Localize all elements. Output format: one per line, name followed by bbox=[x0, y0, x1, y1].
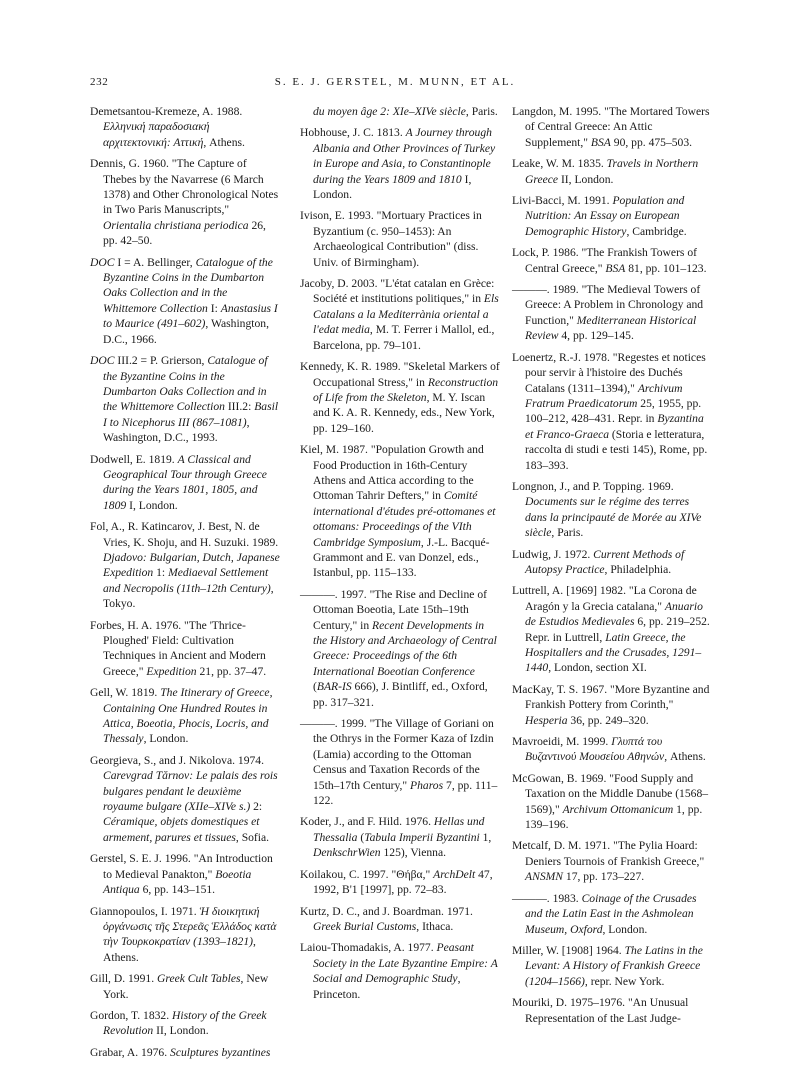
bibliography-entry bbox=[90, 156, 280, 248]
entry-title-italic: History of the Greek Revolution bbox=[103, 1008, 267, 1038]
entry-title-italic: Céramique, objets domestiques et armement, parures et tissues bbox=[103, 815, 260, 844]
entry-text: ———. 1997. "The Rise and Decline of Ottoman Boeotia, Late 15th–19th Century," in bbox=[300, 587, 487, 632]
entry-text: Dennis, G. 1960. "The Capture of Thebes by the Navarrese (6 March 1378) and Other Chronological Notes in Two Paris Manuscripts," bbox=[90, 157, 279, 217]
entry-text: Miller, W. [1908] 1964. bbox=[512, 943, 625, 957]
entry-title-italic: Pharos bbox=[410, 778, 444, 792]
bibliography-entry bbox=[300, 940, 500, 1002]
bibliography-entry bbox=[512, 682, 712, 728]
entry-title-italic: Current Methods of Autopsy Practice bbox=[525, 547, 685, 576]
entry-text: Laiou-Thomadakis, A. 1977. bbox=[300, 941, 437, 955]
entry-title-italic: Byzantina et Franco-Graeca bbox=[525, 412, 704, 441]
entry-title-italic: Archivum Fratrum Praedicatorum bbox=[525, 381, 683, 410]
entry-title-italic: Sculptures byzantines bbox=[170, 1045, 271, 1059]
entry-text: 47, 1992, B'1 [1997], pp. 72–83. bbox=[313, 867, 493, 897]
bibliography-entry bbox=[300, 359, 500, 436]
entry-text: 6, pp. 219–252. Repr. in Luttrell, bbox=[525, 615, 710, 644]
entry-text: Grabar, A. 1976. bbox=[90, 1045, 171, 1059]
entry-text: , Tokyo. bbox=[103, 581, 274, 611]
bibliography-entry bbox=[300, 867, 500, 898]
bibliography-entry bbox=[512, 156, 712, 187]
entry-text: 1, pp. 139–196. bbox=[525, 802, 703, 832]
entry-text: Gell, W. 1819. bbox=[90, 686, 161, 700]
entry-title-italic: Peasant Society in the Late Byzantine Empire: A Social and Demographic Study bbox=[313, 941, 498, 986]
entry-title-italic: Coinage of the Crusades and the Latin East in the Ashmolean Museum, Oxford bbox=[525, 891, 697, 936]
entry-text: Longnon, J., and P. Topping. 1969. bbox=[512, 479, 674, 493]
entry-text: Fol, A., R. Katincarov, J. Best, N. de Vries, K. Shoju, and H. Suzuki. 1989. bbox=[90, 520, 279, 549]
entry-text: , Sofia. bbox=[235, 830, 270, 844]
entry-text: , London. bbox=[602, 922, 648, 936]
entry-text: Metcalf, D. M. 1971. "The Pylia Hoard: Deniers Tournois of Frankish Greece," bbox=[512, 839, 705, 868]
entry-title-italic: Archivum Ottomanicum bbox=[562, 802, 674, 816]
entry-title-italic: Ἡ διοικητική ὀργάνωσις τῆς Στερεᾶς Ἑλλάδος κατὰ τὴν Τουρκοκρατίαν (1393–1821) bbox=[103, 904, 277, 949]
entry-text: 90, pp. 475–503. bbox=[610, 135, 693, 149]
bibliography-entry bbox=[90, 971, 280, 1002]
bibliography-entry bbox=[300, 276, 500, 353]
entry-text: 7, pp. 111–122. bbox=[313, 778, 498, 808]
entry-text: , Paris. bbox=[551, 526, 584, 540]
entry-title-italic: Γλυπτά του Βυζαντινού Μουσείου Αθηνών bbox=[525, 735, 665, 764]
bibliography-entry-continuation bbox=[300, 104, 500, 119]
entry-text: 2: bbox=[250, 800, 263, 814]
bibliography-entry bbox=[90, 353, 280, 445]
entry-title-italic: Recent Developments in the History and Archaeology of Central Greece: Proceedings of the 6th International Boeotian Conference bbox=[313, 618, 497, 678]
entry-text: , Ithaca. bbox=[416, 919, 454, 933]
entry-title-italic: Mediaeval Settlement and Necropolis (11th–12th Century) bbox=[103, 566, 271, 595]
entry-text: , Cambridge. bbox=[626, 224, 687, 238]
bibliography-entry bbox=[512, 193, 712, 239]
entry-text: II, London. bbox=[153, 1024, 209, 1038]
entry-title-italic: The Itinerary of Greece, Containing One Hundred Routes in Attica, Boeotia, Phocis, Locris, and Thessaly bbox=[103, 686, 273, 746]
bibliography-entry bbox=[512, 943, 712, 989]
entry-text: ———. 1989. "The Medieval Towers of Greece: A Problem in Chronology and Function," bbox=[512, 283, 704, 327]
entry-text: Kurtz, D. C., and J. Boardman. 1971. bbox=[300, 904, 473, 918]
bibliography-entry bbox=[300, 442, 500, 581]
running-head: S. E. J. GERSTEL, M. MUNN, ET AL. bbox=[274, 76, 516, 88]
entry-title-italic: Basil I to Nicephorus III (867–1081) bbox=[103, 400, 279, 429]
bibliography-entry bbox=[512, 479, 712, 541]
page-header bbox=[90, 76, 700, 92]
entry-title-italic: Reconstruction of Life from the Skeleton bbox=[313, 375, 499, 404]
entry-title-italic: Population and Nutrition: An Essay on European Demographic History bbox=[525, 194, 685, 238]
entry-text: , M. T. Ferrer i Mallol, ed., Barcelona, pp. 79–101. bbox=[313, 323, 495, 352]
entry-title-italic: DOC bbox=[90, 354, 115, 368]
entry-text: 81, pp. 101–123. bbox=[625, 261, 707, 275]
bibliography-entry bbox=[512, 547, 712, 578]
bibliography-entry bbox=[90, 255, 280, 347]
bibliography-entry bbox=[90, 904, 280, 966]
entry-text: , Princeton. bbox=[313, 972, 461, 1001]
entry-title-italic: Mediterranean Historical Review bbox=[525, 313, 697, 343]
entry-title-italic: BSA bbox=[605, 261, 626, 275]
entry-title-italic: Greek Burial Customs bbox=[313, 919, 417, 933]
bibliography-entry bbox=[512, 995, 712, 1026]
entry-text: Forbes, H. A. 1976. "The 'Thrice-Ploughed' Field: Cultivation Techniques in Ancient and Modern Greece," bbox=[90, 618, 266, 678]
bibliography-entry bbox=[300, 814, 500, 860]
entry-text: Hobhouse, J. C. 1813. bbox=[300, 126, 406, 140]
bibliography-entry bbox=[90, 1008, 280, 1039]
entry-text: , Athens. bbox=[203, 135, 245, 149]
entry-text: 25, 1955, pp. 100–212, 428–431. Repr. in bbox=[525, 396, 702, 426]
entry-text: Koilakou, C. 1997. "Θήβα," bbox=[300, 867, 434, 881]
bibliography-entry bbox=[300, 125, 500, 202]
entry-title-italic: Tabula Imperii Byzantini bbox=[364, 830, 480, 844]
entry-text: 26, pp. 42–50. bbox=[103, 218, 266, 248]
entry-title-italic: Greek Cult Tables bbox=[157, 972, 241, 986]
entry-text: 1, bbox=[479, 830, 492, 844]
bibliography-entry bbox=[90, 519, 280, 611]
entry-text: 21, pp. 37–47. bbox=[196, 664, 267, 678]
entry-text: , London, section XI. bbox=[548, 661, 647, 675]
bibliography-entry bbox=[300, 587, 500, 710]
entry-text: Kennedy, K. R. 1989. "Skeletal Markers of Occupational Stress," in bbox=[300, 360, 500, 389]
entry-text: , Athens. bbox=[664, 750, 706, 764]
entry-text: Demetsantou-Kremeze, A. 1988. bbox=[90, 105, 243, 118]
bibliography-entry bbox=[512, 734, 712, 765]
bibliography-entry bbox=[90, 104, 280, 150]
entry-text: Giannopoulos, I. 1971. bbox=[90, 904, 200, 918]
entry-text: Gill, D. 1991. bbox=[90, 972, 157, 986]
entry-title-italic: Orientalia christiana periodica bbox=[103, 218, 249, 232]
bibliography-entry bbox=[90, 618, 280, 680]
bibliography-entry bbox=[512, 838, 712, 884]
entry-text: 125), Vienna. bbox=[380, 846, 447, 860]
entry-text: , J.-L. Bacqué-Grammont and E. van Donzel, eds., Istanbul, pp. 115–133. bbox=[313, 535, 490, 580]
page-number: 232 bbox=[90, 76, 109, 88]
entry-text: ( bbox=[357, 830, 365, 844]
bibliography-entry bbox=[300, 716, 500, 808]
entry-title-italic: Ελληνική παραδοσιακή αρχιτεκτονική: Αττική bbox=[103, 120, 210, 149]
entry-text: Dodwell, E. 1819. bbox=[90, 452, 178, 466]
entry-text: ———. 1999. "The Village of Goriani on the Othrys in the Former Kaza of Izdin (Lamia) according to the Ottoman Census and Taxation Records of the 15th–17th Century," bbox=[300, 717, 494, 792]
entry-text: Lock, P. 1986. "The Frankish Towers of Central Greece," bbox=[512, 246, 698, 275]
bibliography-column-1 bbox=[90, 104, 280, 1066]
bibliography-column-3 bbox=[512, 104, 712, 1032]
entry-title-italic: Comité international d'études pré-ottomanes et ottomans: Proceedings of the VIth Cambridge Symposium bbox=[313, 489, 496, 549]
entry-text: Kiel, M. 1987. "Population Growth and Food Production in 16th-Century Athens and Attica according to the Ottoman Tahrir Defters," in bbox=[300, 443, 484, 503]
bibliography-entry bbox=[512, 583, 712, 675]
bibliography-entry bbox=[300, 904, 500, 935]
entry-text: , Paris. bbox=[465, 105, 498, 118]
entry-title-italic: Djadovo: Bulgarian, Dutch, Japanese Expedition bbox=[103, 550, 280, 580]
bibliography-entry bbox=[512, 282, 712, 344]
entry-text: , Philadelphia. bbox=[604, 562, 672, 576]
entry-text: 1: bbox=[153, 566, 169, 580]
entry-text: Gordon, T. 1832. bbox=[90, 1008, 173, 1022]
bibliography-entry bbox=[512, 771, 712, 833]
entry-title-italic: Carevgrad Tărnov: Le palais des rois bulgares pendant le deuxième royaume bulgare (XIIe–XIVe s.) bbox=[103, 769, 278, 814]
entry-text: Ivison, E. 1993. "Mortuary Practices in Byzantium (c. 950–1453): An Archaeological Contribution" (diss. Univ. of Birmingham). bbox=[300, 209, 482, 269]
entry-text: 17, pp. 173–227. bbox=[563, 870, 645, 884]
entry-title-italic: ArchDelt bbox=[433, 867, 476, 881]
entry-text: McGowan, B. 1969. "Food Supply and Taxation on the Middle Danube (1568–1569)," bbox=[512, 771, 709, 816]
bibliography-column-2 bbox=[300, 104, 500, 1008]
entry-title-italic: Catalogue of the Byzantine Coins in the Dumbarton Oaks Collection and in the Whittemore Collection bbox=[103, 255, 273, 315]
entry-text: III.2 = P. Grierson, bbox=[114, 354, 208, 368]
entry-text: 666), J. Bintliff, ed., Oxford, pp. 317–321. bbox=[313, 680, 488, 709]
entry-title-italic: Catalogue of the Byzantine Coins in the Dumbarton Oaks Collection and in the Whittemore Collection bbox=[103, 354, 268, 414]
entry-text: , New York. bbox=[103, 972, 269, 1001]
entry-title-italic: Expedition bbox=[146, 664, 197, 678]
entry-text: 4, pp. 129–145. bbox=[558, 329, 634, 343]
bibliography-entry bbox=[90, 452, 280, 514]
entry-text: Georgieva, S., and J. Nikolova. 1974. bbox=[90, 753, 264, 767]
entry-text: , Athens. bbox=[103, 935, 256, 964]
entry-text: Jacoby, D. 2003. "L'état catalan en Grèce: Société et institutions politiques," in bbox=[300, 277, 495, 306]
entry-text: Luttrell, A. [1969] 1982. "La Corona de Aragón y la Grecia catalana," bbox=[512, 584, 697, 613]
entry-text: 6, pp. 143–151. bbox=[139, 883, 216, 897]
entry-title-italic: Hesperia bbox=[525, 713, 568, 727]
entry-text: ———. 1983. bbox=[512, 891, 582, 905]
entry-text: I, London. bbox=[126, 498, 178, 512]
entry-title-italic: ANSMN bbox=[525, 870, 564, 884]
entry-text: Langdon, M. 1995. "The Mortared Towers of Central Greece: An Attic Supplement," bbox=[512, 105, 710, 149]
bibliography-entry bbox=[512, 891, 712, 937]
entry-title-italic: du moyen âge 2: XIe–XIVe siècle bbox=[313, 105, 466, 118]
entry-text: Mavroeidi, M. 1999. bbox=[512, 735, 612, 749]
entry-text: 36, pp. 249–320. bbox=[567, 713, 649, 727]
entry-text: I, London. bbox=[313, 172, 472, 202]
entry-text: (Storia e letteratura, raccolta di studi e testi 145), Rome, pp. 183–393. bbox=[525, 427, 708, 472]
bibliography-entry bbox=[300, 208, 500, 270]
entry-text: Gerstel, S. E. J. 1996. "An Introduction to Medieval Panakton," bbox=[90, 852, 273, 881]
entry-title-italic: Latin Greece, the Hospitallers and the Crusades, 1291–1440 bbox=[525, 630, 702, 675]
entry-text: MacKay, T. S. 1967. "More Byzantine and Frankish Pottery from Corinth," bbox=[512, 682, 710, 712]
entry-text: Livi-Bacci, M. 1991. bbox=[512, 194, 613, 208]
entry-text: III.2: bbox=[224, 400, 255, 414]
entry-title-italic: DenkschrWien bbox=[313, 846, 381, 860]
entry-text: Koder, J., and F. Hild. 1976. bbox=[300, 815, 434, 829]
entry-text: Mouriki, D. 1975–1976. "An Unusual Representation of the Last Judge- bbox=[512, 996, 689, 1025]
entry-title-italic: A Journey through Albania and Other Provinces of Turkey in Europe and Asia, to Constantinople during the Years 1809 and 1810 bbox=[313, 126, 496, 186]
entry-text: , Washington, D.C., 1966. bbox=[103, 317, 269, 346]
entry-text: , repr. New York. bbox=[584, 974, 665, 988]
entry-text: Leake, W. M. 1835. bbox=[512, 157, 607, 171]
bibliography-entry bbox=[512, 245, 712, 276]
bibliography-entry bbox=[90, 685, 280, 747]
entry-title-italic: BAR-IS bbox=[316, 680, 352, 694]
entry-text: , London. bbox=[143, 732, 189, 746]
entry-title-italic: A Classical and Geographical Tour through Greece during the Years 1801, 1805, and 1809 bbox=[103, 452, 267, 512]
entry-text: ( bbox=[313, 680, 317, 694]
entry-title-italic: Travels in Northern Greece bbox=[525, 157, 699, 186]
bibliography-entry bbox=[512, 104, 712, 150]
entry-text: Ludwig, J. 1972. bbox=[512, 547, 594, 561]
entry-text: , M. Y. Iscan and K. A. R. Kennedy, eds., New York, pp. 129–160. bbox=[313, 390, 495, 435]
entry-text: , Washington, D.C., 1993. bbox=[103, 415, 250, 445]
entry-title-italic: Hellas und Thessalia bbox=[313, 815, 485, 844]
entry-title-italic: DOC bbox=[90, 255, 115, 269]
bibliography-entry bbox=[90, 753, 280, 845]
entry-title-italic: The Latins in the Levant: A History of Frankish Greece (1204–1566) bbox=[525, 943, 703, 988]
entry-text: II, London. bbox=[558, 172, 614, 186]
entry-title-italic: Anuario de Estudios Medievales bbox=[525, 599, 703, 629]
entry-title-italic: Anastasius I to Maurice (491–602) bbox=[103, 301, 278, 331]
bibliography-entry bbox=[90, 851, 280, 897]
bibliography-entry bbox=[90, 1045, 280, 1060]
entry-title-italic: Boeotia Antiqua bbox=[103, 867, 252, 897]
entry-text: Loenertz, R.-J. 1978. "Regestes et notices pour servir à l'histoire des Duchés Catalans (1311–1394)," bbox=[512, 350, 706, 395]
entry-text: I: bbox=[207, 301, 221, 315]
entry-title-italic: Els Catalans a la Mediterrània oriental a l'edat media bbox=[313, 292, 499, 337]
entry-text: I = A. Bellinger, bbox=[114, 255, 196, 269]
bibliography-entry bbox=[512, 350, 712, 473]
entry-title-italic: BSA bbox=[590, 135, 611, 149]
entry-title-italic: Documents sur le régime des terres dans la principauté de Morée au XIVe siècle bbox=[525, 495, 702, 540]
